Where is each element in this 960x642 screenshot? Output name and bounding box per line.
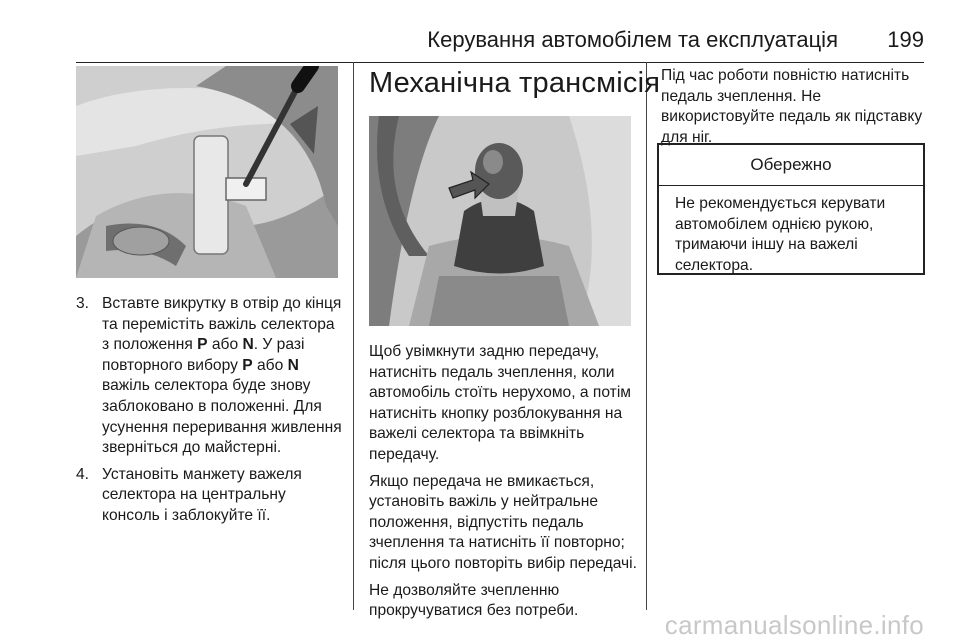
screwdriver-figure-svg [76,66,338,278]
paragraph: Під час роботи повністю натисніть педаль зчеплення. Не використовуйте педаль як підставку для ніг. [661,67,923,146]
paragraph: Якщо передача не вмикається, установіть важіль у нейтральне положення, відпустіть педаль зчеплення та натисніть її повторно; після цього повторіть вибір передачі. [369,472,637,572]
header-rule [76,62,924,63]
header-title: Керування автомобілем та експлуатація [427,27,838,52]
step-text-part: Вставте викрутку в отвір до кінця та перемістіть важіль селектора з положення [102,295,342,354]
step-text: Установіть манжету важеля селектора на центральну консоль і заблокуйте її. [102,465,302,524]
paragraph: Щоб увімкнути задню передачу, натисніть педаль зчеплення, коли автомобіль стоїть нерухомо, а потім натисніть кнопку розблокування на важелі селектора та ввімкніть передачу. [369,343,632,463]
gear-position-p: P [242,356,253,374]
step-item [76,465,344,527]
manual-gear-lever-figure [369,116,631,326]
page-number: 199 [887,27,924,52]
gear-position-n: N [242,336,254,354]
middle-column-text [369,342,641,628]
caution-title: Обережно [659,145,923,186]
step-item [76,294,344,459]
left-column-text [76,294,344,533]
step-text-part: або [207,336,243,354]
column-divider-left [353,62,354,610]
column-divider-right [646,62,647,610]
gear-lever-figure-svg [369,116,631,326]
gear-position-n: N [287,356,299,374]
step-text-part: або [252,356,288,374]
screwdriver-in-gear-selector-figure [76,66,338,278]
step-text-part: важіль селектора буде знову заблоковано в положенні. Для усунення переривання живлення зверніться до майстерні. [102,377,342,457]
section-title: Механічна трансмісія [369,67,661,99]
watermark: carmanualsonline.info [664,610,924,640]
page-header [0,0,960,60]
step-number: 3. [76,295,90,312]
right-column-text [661,66,927,154]
caution-box [657,143,925,275]
paragraph: Не дозволяйте зчепленню прокручуватися без потреби. [369,581,579,620]
gear-position-p: P [197,336,208,354]
caution-text: Не рекомендується керувати автомобілем однією рукою, тримаючи іншу на важелі селектора. [675,195,886,274]
step-number: 4. [76,465,90,483]
steps-list [76,294,344,527]
step-text-part: . У разі повторного вибору [102,336,305,374]
